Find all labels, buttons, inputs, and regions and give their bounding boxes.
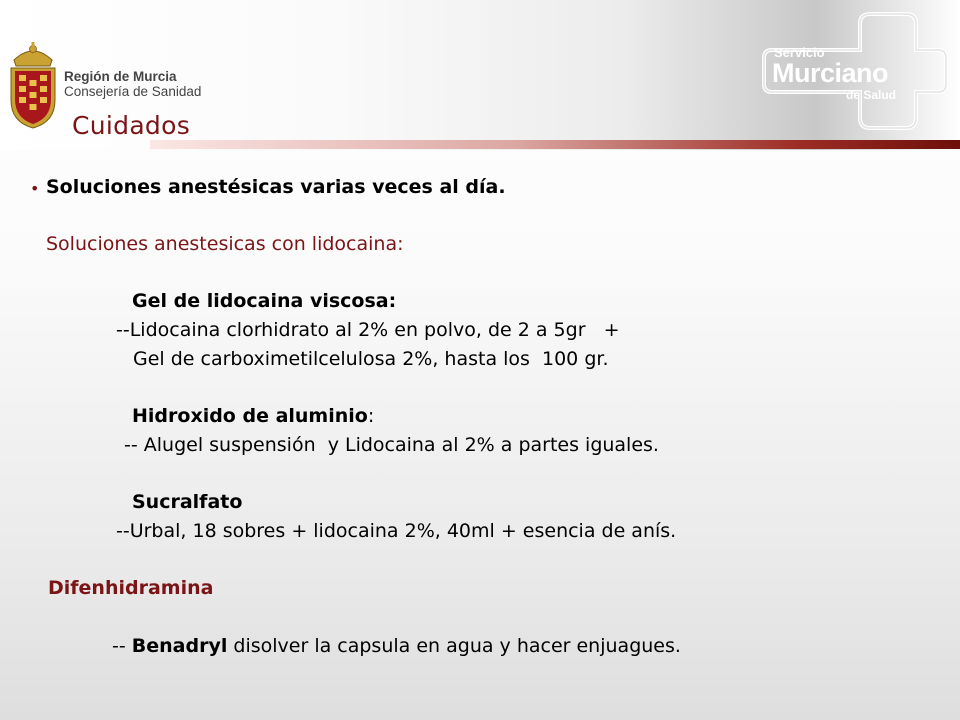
item-heading-gel-lidocaina: Gel de lidocaina viscosa: (132, 290, 397, 312)
slide-title: Cuidados (72, 111, 191, 140)
item-detail-urbal: --Urbal, 18 sobres + lidocaina 2%, 40ml + esencia de anís. (116, 520, 677, 542)
header-accent-bar (150, 140, 960, 149)
org-name: Región de Murcia (64, 69, 177, 84)
item-heading-hidroxido (132, 405, 374, 427)
hidroxido-label: Hidroxido de aluminio (132, 405, 368, 427)
item-detail-alugel: -- Alugel suspensión y Lidocaina al 2% a partes iguales. (124, 434, 659, 456)
org-department: Consejería de Sanidad (64, 84, 202, 99)
benadryl-rest: disolver la capsula en agua y hacer enjuagues. (227, 635, 681, 657)
benadryl-label: Benadryl (131, 635, 228, 657)
logo-text-murciano: Murciano (772, 58, 889, 88)
item-detail-carboximetilcelulosa: Gel de carboximetilcelulosa 2%, hasta los 100 gr. (133, 348, 609, 370)
logo-text-de-salud: de Salud (846, 88, 897, 102)
main-bullet-text: Soluciones anestésicas varias veces al día. (46, 176, 506, 198)
item-heading-sucralfato: Sucralfato (132, 491, 243, 513)
subheading-lidocaina: Soluciones anestesicas con lidocaina: (46, 233, 404, 255)
bullet-dot: • (30, 179, 40, 198)
item-detail-lidocaina-polvo: --Lidocaina clorhidrato al 2% en polvo, de 2 a 5gr + (116, 319, 620, 341)
coat-of-arms-icon (6, 38, 60, 130)
hidroxido-colon: : (367, 405, 375, 427)
item-detail-benadryl (112, 635, 681, 657)
benadryl-prefix: -- (112, 635, 132, 657)
logo-text-servicio: Servicio (774, 45, 825, 60)
subheading-difenhidramina: Difenhidramina (48, 577, 214, 599)
